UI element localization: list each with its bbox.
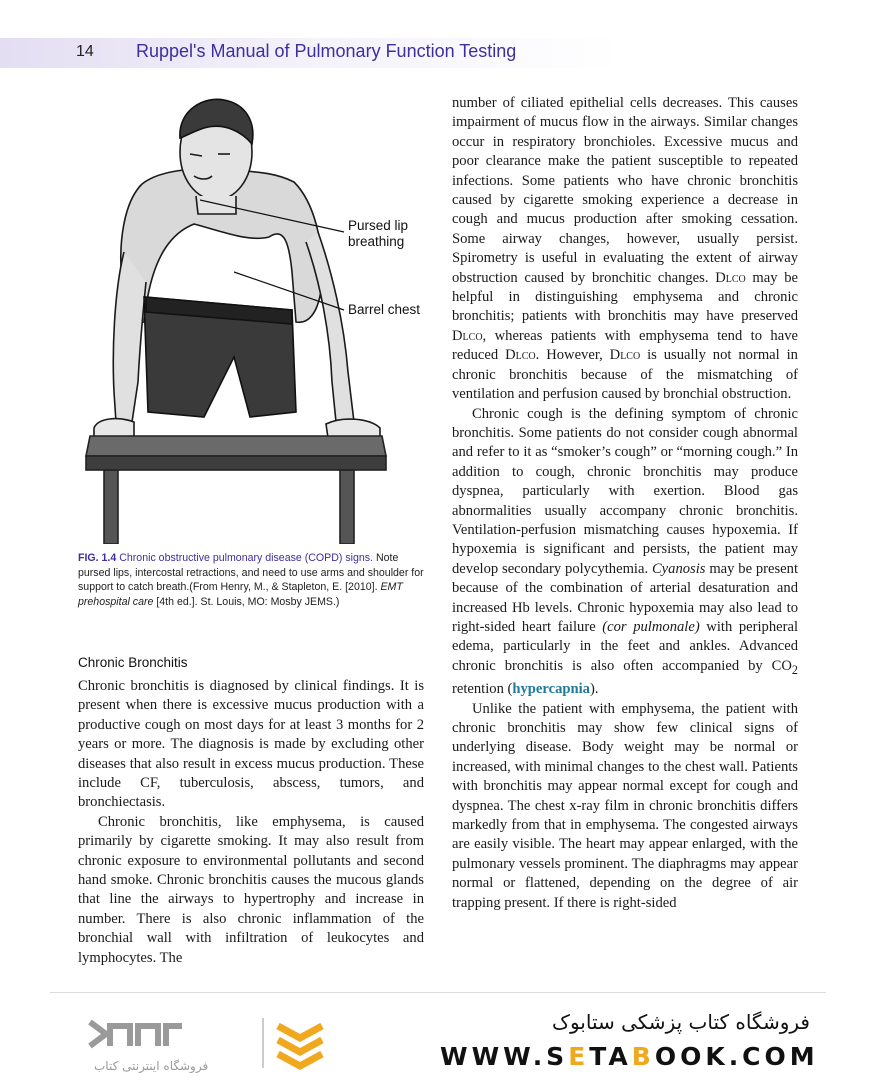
dlco-term: Dlco bbox=[609, 347, 641, 364]
term-cor-pulmonale: (cor pulmonale) bbox=[602, 618, 700, 635]
figure-caption bbox=[78, 551, 428, 609]
label-pursed-lip-line2: breathing bbox=[348, 234, 405, 249]
left-arm bbox=[113, 252, 146, 422]
dlco-term: Dlco bbox=[715, 269, 746, 286]
caption-figure-number: FIG. 1.4 bbox=[78, 552, 117, 564]
caption-title: Chronic obstructive pulmonary disease (COPD) signs. bbox=[119, 552, 373, 564]
label-pursed-lip bbox=[348, 218, 408, 250]
paragraph: Unlike the patient with emphysema, the patient with chronic bronchitis may show few clinical signs of underlying disease. Body weight may be normal or increased, with minimal changes to the chest wall. Patients with bronchitis may appear normal except for cough and dyspnea. The chest x-ray film in chronic bronchitis differs markedly from that in emphysema. The congested airways are easily visible. The heart may appear enlarged, with the pulmonary vessels prominent. The diaphragms may appear normal or flattened, depending on the degree of air trapping present. If there is right-sided bbox=[452, 700, 798, 911]
left-hand bbox=[94, 419, 134, 438]
logo-tagline: فروشگاه اینترنتی کتاب bbox=[94, 1059, 209, 1073]
copd-illustration bbox=[74, 92, 430, 544]
dlco-term: Dlco bbox=[452, 327, 483, 344]
store-url[interactable]: WWW.SETABOOK.COM bbox=[440, 1042, 819, 1071]
left-column bbox=[78, 677, 424, 968]
store-name: فروشگاه کتاب پزشکی ستابوک bbox=[552, 1010, 810, 1034]
paragraph: number of ciliated epithelial cells decreases. This causes impairment of mucus flow in the airways. Similar changes occur in respiratory bronchioles. Excessive mucus and poor clearance make the patient susceptible to repeated infections. Some patients who have chronic bronchitis caused by cigarette smoking experience a decrease in cough and mucus production after smoking cessation. Some airway changes, however, usually persist. Spirometry is useful in evaluating the extent of airway obstruction caused by bronchitic changes. Dlco may be helpful in distinguishing emphysema and chronic bronchitis; patients with bronchitis may have preserved Dlco, whereas patients with emphysema tend to have reduced Dlco. However, Dlco is usually not normal in chronic bronchitis because of the mismatching of ventilation and perfusion caused by bronchial obstruction. bbox=[452, 95, 798, 403]
table-top bbox=[86, 436, 386, 456]
caption-body: Note pursed lips, intercostal retractions, and need to use arms and shoulder for support to catch breath.(From Henry, M., & Stapleton, E. [2010]. bbox=[78, 552, 424, 594]
setabook-logo[interactable] bbox=[86, 1014, 356, 1076]
table-leg-right bbox=[340, 470, 354, 544]
right-column bbox=[452, 94, 798, 913]
label-barrel-chest: Barrel chest bbox=[348, 302, 421, 317]
setabook-logo-graphic bbox=[86, 1014, 356, 1076]
table-leg-left bbox=[104, 470, 118, 544]
caption-tail: [4th ed.]. St. Louis, MO: Mosby JEMS.) bbox=[156, 595, 340, 608]
page-number: 14 bbox=[76, 43, 94, 60]
footer-rule bbox=[50, 992, 826, 993]
copd-figure bbox=[74, 92, 430, 544]
right-arm bbox=[306, 232, 354, 422]
right-hand bbox=[326, 419, 380, 438]
paragraph: Chronic cough is the defining symptom of chronic bronchitis. Some patients do not consider cough abnormal and refer to it as “smoker’s cough” or “morning cough.” In addition to cough, chronic bronchitis may produce dyspnea, particularly with exertion. Blood gas abnormalities usually accompany chronic bronchitis. Ventilation-perfusion mismatching causes hypoxemia. If hypoxemia is significant and persists, the patient may develop secondary polycythemia. Cyanosis may be present because of the combination of arterial desaturation and increased Hb levels. Chronic hypoxemia may also lead to right-sided heart failure (cor pulmonale) with peripheral edema, particularly in the feet and ankles. Advanced chronic bronchitis is also often accompanied by $CO_2$ retention (hypercapnia). bbox=[452, 405, 799, 698]
paragraph: Chronic bronchitis, like emphysema, is caused primarily by cigarette smoking. It may also result from chronic exposure to environmental pollutants and second hand smoke. Chronic bronchitis causes the mucous glands that line the airways to hypertrophy and increase in number. There is also chronic inflammation of the bronchial wall with infiltration of leukocytes and lymphocytes. The bbox=[78, 813, 424, 966]
running-title: Ruppel's Manual of Pulmonary Function Testing bbox=[136, 41, 517, 61]
dlco-term: Dlco bbox=[505, 347, 536, 364]
hypercapnia-link[interactable]: hypercapnia bbox=[512, 681, 590, 698]
label-pursed-lip-line1: Pursed lip bbox=[348, 218, 409, 233]
section-heading: Chronic Bronchitis bbox=[78, 655, 188, 670]
term-cyanosis: Cyanosis bbox=[651, 560, 706, 577]
table-edge bbox=[86, 456, 386, 470]
paragraph: Chronic bronchitis is diagnosed by clinical findings. It is present when there is excessive mucus production with a productive cough on most days for at least 3 months for 2 years or more. The diagnosis is made by excluding other diseases that also result in excess mucus production. These include CF, tuberculosis, abscess, tumors, and bronchiectasis. bbox=[78, 678, 424, 811]
caption-italic: EMT prehospital care bbox=[78, 581, 403, 608]
